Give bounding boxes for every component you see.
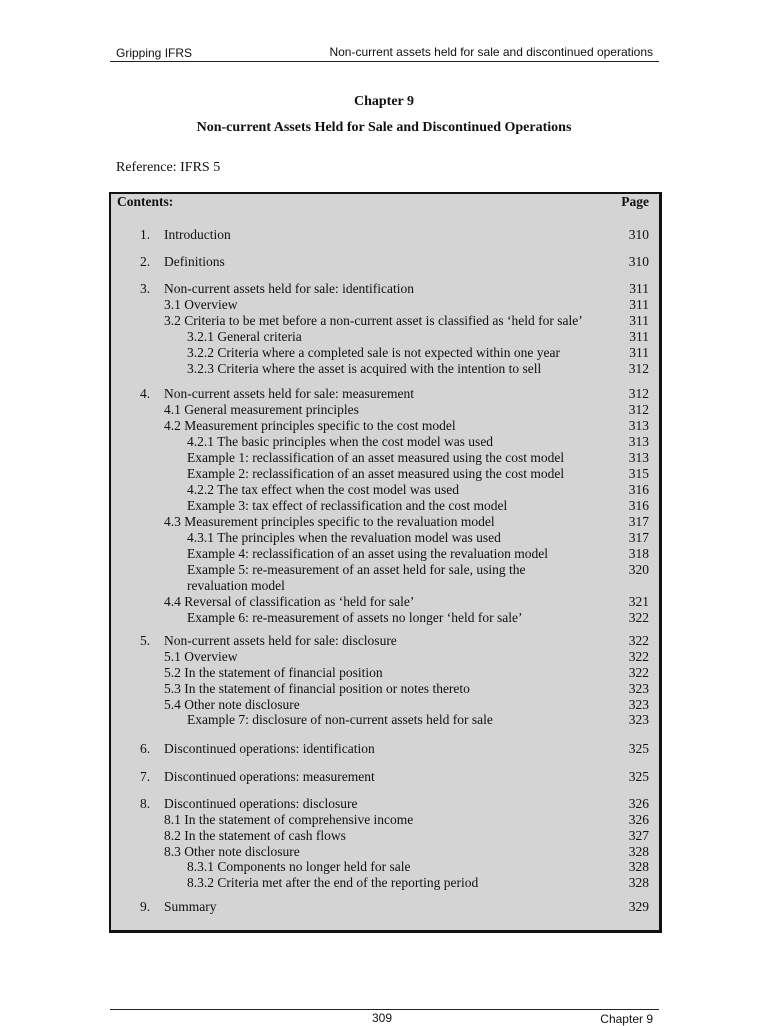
toc-page-number: 311 (629, 297, 649, 312)
toc-entry-text: Example 3: tax effect of reclassification and the cost model (187, 498, 508, 513)
toc-entry-text: 5.4 Other note disclosure (164, 697, 300, 712)
toc-entry-text: 4.2.1 The basic principles when the cost model was used (187, 434, 494, 449)
toc-page-number: 320 (628, 562, 649, 577)
page-number: 309 (372, 1011, 393, 1025)
toc-page-number: 311 (629, 345, 649, 360)
toc-page-number: 326 (628, 796, 649, 811)
chapter-title: Non-current Assets Held for Sale and Discontinued Operations (196, 120, 572, 135)
toc-entry-text: Example 1: reclassification of an asset measured using the cost model (187, 450, 565, 465)
toc-entry-text: Example 4: reclassification of an asset using the revaluation model (187, 546, 549, 561)
toc-row (111, 514, 659, 530)
toc-row (111, 665, 659, 681)
toc-entry-text: 5.3 In the statement of financial position or notes thereto (164, 681, 470, 696)
toc-page-number: 323 (628, 681, 649, 696)
toc-row (111, 402, 659, 418)
toc-row (111, 329, 659, 345)
header-book-title: Gripping IFRS (116, 46, 193, 60)
toc-row (111, 712, 659, 728)
toc-page-number: 325 (628, 769, 649, 784)
page-heading: Page (621, 194, 649, 209)
toc-row (111, 844, 659, 860)
toc-row (111, 345, 659, 361)
toc-row (111, 649, 659, 665)
toc-entry-text: 3.2 Criteria to be met before a non-current asset is classified as ‘held for sale’ (164, 313, 583, 328)
toc-page-number: 328 (628, 875, 649, 890)
toc-row (111, 899, 659, 915)
toc-row (111, 530, 659, 546)
toc-entry-text: Summary (164, 899, 217, 914)
toc-row (111, 434, 659, 450)
page-footer (110, 1009, 659, 1026)
toc-entry-text: revaluation model (187, 578, 285, 593)
contents-heading: Contents: (117, 194, 174, 209)
toc-page-number: 313 (628, 450, 649, 465)
toc-page-number: 313 (628, 434, 649, 449)
toc-entry-text: 3.2.3 Criteria where the asset is acquired with the intention to sell (187, 361, 542, 376)
toc-page-number: 322 (628, 665, 649, 680)
toc-entry-text: Definitions (164, 254, 225, 269)
toc-entry-text: Example 7: disclosure of non-current assets held for sale (187, 712, 493, 727)
toc-number: 1. (140, 227, 151, 242)
toc-row (111, 828, 659, 844)
toc-entry-text: 8.2 In the statement of cash flows (164, 828, 346, 843)
toc-row (111, 681, 659, 697)
toc-page-number: 312 (628, 386, 649, 401)
footer-chapter: Chapter 9 (600, 1012, 653, 1026)
toc-number: 5. (140, 633, 151, 648)
toc-page-number: 328 (628, 859, 649, 874)
toc-entry-text: Example 2: reclassification of an asset measured using the cost model (187, 466, 565, 481)
toc-row (111, 875, 659, 891)
toc-row (111, 859, 659, 875)
toc-entry-text: 8.3 Other note disclosure (164, 844, 300, 859)
toc-entry-text: 3.2.2 Criteria where a completed sale is not expected within one year (187, 345, 560, 360)
toc-page-number: 318 (628, 546, 649, 561)
toc-page-number: 316 (628, 498, 649, 513)
toc-page-number: 323 (628, 712, 649, 727)
toc-number: 8. (140, 796, 151, 811)
toc-number: 6. (140, 741, 151, 756)
toc-row (111, 741, 659, 757)
toc-entry-text: Introduction (164, 227, 231, 242)
toc-entry-text: Non-current assets held for sale: disclosure (164, 633, 397, 648)
toc-row (111, 796, 659, 812)
toc-page-number: 312 (628, 402, 649, 417)
toc-page-number: 323 (628, 697, 649, 712)
toc-row (111, 254, 659, 270)
chapter-number: Chapter 9 (353, 94, 415, 109)
toc-page-number: 311 (629, 281, 649, 296)
toc-page-number: 322 (628, 610, 649, 625)
toc-entry-text: 4.3.1 The principles when the revaluation model was used (187, 530, 501, 545)
page-header (110, 44, 659, 62)
toc-entry-text: 3.2.1 General criteria (187, 329, 302, 344)
toc-entry-text: 4.3 Measurement principles specific to the revaluation model (164, 514, 495, 529)
toc-entry-text: 4.1 General measurement principles (164, 402, 359, 417)
reference-text: Reference: IFRS 5 (116, 160, 221, 175)
toc-page-number: 315 (628, 466, 649, 481)
toc-number: 4. (140, 386, 151, 401)
toc-row (111, 466, 659, 482)
contents-header-row (111, 194, 659, 210)
toc-entry-text: 5.2 In the statement of financial position (164, 665, 383, 680)
toc-number: 2. (140, 254, 151, 269)
toc-entry-text: 4.2 Measurement principles specific to the cost model (164, 418, 456, 433)
toc-page-number: 311 (629, 329, 649, 344)
toc-number: 3. (140, 281, 151, 296)
toc-page-number: 312 (628, 361, 649, 376)
toc-entry-text: Example 5: re-measurement of an asset held for sale, using the (187, 562, 526, 577)
toc-row (111, 812, 659, 828)
toc-page-number: 322 (628, 633, 649, 648)
toc-number: 9. (140, 899, 151, 914)
toc-row (111, 697, 659, 713)
toc-page-number: 310 (628, 227, 649, 242)
toc-number: 7. (140, 769, 151, 784)
header-chapter-title: Non-current assets held for sale and discontinued operations (329, 45, 653, 59)
toc-page-number: 325 (628, 741, 649, 756)
toc-row (111, 610, 659, 626)
toc-page-number: 310 (628, 254, 649, 269)
toc-entry-text: 8.3.1 Components no longer held for sale (187, 859, 411, 874)
toc-page-number: 321 (628, 594, 649, 609)
toc-entry-text: 4.4 Reversal of classification as ‘held for sale’ (164, 594, 415, 609)
toc-row (111, 281, 659, 297)
toc-page-number: 326 (628, 812, 649, 827)
toc-page-number: 317 (628, 530, 649, 545)
toc-entry-text: Discontinued operations: measurement (164, 769, 375, 784)
toc-entry-text: Non-current assets held for sale: measurement (164, 386, 415, 401)
toc-page-number: 313 (628, 418, 649, 433)
toc-row (111, 546, 659, 562)
toc-row (111, 313, 659, 329)
toc-row (111, 769, 659, 785)
toc-entry-text: 8.1 In the statement of comprehensive income (164, 812, 414, 827)
toc-entry-text: 3.1 Overview (164, 297, 238, 312)
contents-box (109, 192, 662, 933)
toc-page-number: 328 (628, 844, 649, 859)
toc-row (111, 482, 659, 498)
toc-row (111, 578, 659, 594)
toc-row (111, 594, 659, 610)
toc-row (111, 227, 659, 243)
toc-row (111, 386, 659, 402)
toc-row (111, 633, 659, 649)
toc-row (111, 562, 659, 578)
toc-page-number: 329 (628, 899, 649, 914)
toc-row (111, 450, 659, 466)
toc-entry-text: 8.3.2 Criteria met after the end of the reporting period (187, 875, 479, 890)
toc-entry-text: 5.1 Overview (164, 649, 238, 664)
toc-row (111, 498, 659, 514)
toc-page-number: 311 (629, 313, 649, 328)
toc-page-number: 317 (628, 514, 649, 529)
toc-entry-text: Discontinued operations: disclosure (164, 796, 358, 811)
toc-row (111, 418, 659, 434)
toc-row (111, 297, 659, 313)
toc-row (111, 361, 659, 377)
toc-entry-text: Example 6: re-measurement of assets no longer ‘held for sale’ (187, 610, 523, 625)
toc-page-number: 322 (628, 649, 649, 664)
toc-entry-text: Non-current assets held for sale: identification (164, 281, 415, 296)
toc-page-number: 316 (628, 482, 649, 497)
toc-entry-text: Discontinued operations: identification (164, 741, 375, 756)
toc-page-number: 327 (628, 828, 649, 843)
toc-entry-text: 4.2.2 The tax effect when the cost model was used (187, 482, 460, 497)
